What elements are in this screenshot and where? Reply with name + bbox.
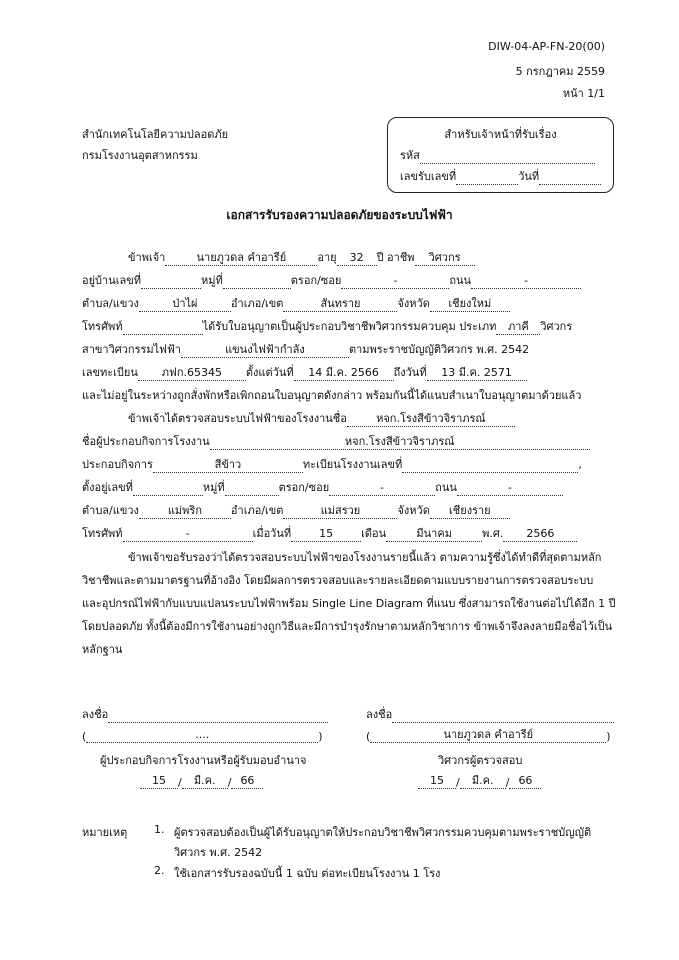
factory-moo-field[interactable] [225, 481, 279, 496]
officer-use-box [387, 117, 614, 193]
officer-receipt-field[interactable] [456, 170, 518, 185]
document-revision-date: 5 กรกฎาคม 2559 [515, 65, 605, 78]
engineer-name-field[interactable]: นายภูวดล คำอารีย์ [165, 251, 317, 266]
engineer-name-row [82, 248, 612, 266]
right-name-field[interactable]: นายภูวดล คำอารีย์ [370, 728, 606, 743]
left-date-year[interactable]: 66 [231, 774, 263, 789]
tambon-label: ตำบล/แขวง [82, 297, 139, 310]
inspection-date-row [82, 524, 612, 542]
right-name-row: ( นายภูวดล คำอารีย์ ) [366, 728, 611, 743]
left-sign-label: ลงชื่อ [82, 708, 109, 721]
page-number: หน้า 1/1 [562, 87, 605, 100]
document-title: เอกสารรับรองความปลอดภัยของระบบไฟฟ้า [226, 208, 453, 222]
from-field[interactable]: 14 มี.ค. 2566 [294, 366, 394, 381]
operator-label: ชื่อผู้ประกอบกิจการโรงงาน [82, 435, 210, 448]
engineer-name-label: ข้าพเจ้า [128, 251, 166, 264]
left-signature-field[interactable] [108, 708, 328, 723]
right-sign-label: ลงชื่อ [366, 708, 393, 721]
factory-reg-field[interactable] [402, 458, 578, 473]
right-date-row: 15 / มี.ค. / 66 [418, 774, 541, 789]
left-name-row: ( .... ) [82, 728, 323, 743]
factory-moo-label: หมู่ที่ [202, 481, 225, 494]
soi-label: ตรอก/ซอย [290, 274, 342, 287]
officer-date-label: วันที่ [518, 170, 540, 183]
issuer-office: สำนักเทคโนโลยีความปลอดภัย [82, 128, 229, 141]
officer-date-field[interactable] [539, 170, 601, 185]
age-label: อายุ [317, 251, 337, 264]
factory-business-row: ประกอบกิจการ สีข้าว ทะเบียนโรงงานเลขที่ , [82, 458, 582, 471]
officer-code-label: รหัส [400, 149, 420, 162]
left-date-row: 15 / มี.ค. / 66 [140, 774, 263, 789]
certification-line-3: และอุปกรณ์ไฟฟ้ากับแบบแปลนระบบไฟฟ้าพร้อม Single Line Diagram ที่แนบ ซึ่งสามารถใช้งานต่อไปได้อีก 1 ปี [82, 597, 616, 610]
amphoe-label: อำเภอ/เขต [230, 297, 284, 310]
license-text: ได้รับใบอนุญาตเป็นผู้ประกอบวิชาชีพวิศวกรรมควบคุม ประเภท [202, 320, 497, 333]
road-label: ถนน [449, 274, 472, 287]
left-date-day[interactable]: 15 [140, 774, 178, 789]
factory-inspection-row [82, 409, 612, 427]
license-closing-text: และไม่อยู่ในระหว่างถูกสั่งพักหรือเพิกถอนใบอนุญาตดังกล่าว พร้อมกันนี้ได้แนบสำเนาใบอนุญาตมาด้วยแล้ว [82, 389, 582, 402]
business-field[interactable]: สีข้าว [153, 458, 303, 473]
engineer-district-row [82, 294, 612, 312]
issuer-department: กรมโรงงานอุตสาหกรรม [82, 149, 198, 162]
inspect-label: ข้าพเจ้าได้ตรวจสอบระบบไฟฟ้าของโรงงานชื่อ [128, 412, 347, 425]
right-date-year[interactable]: 66 [509, 774, 541, 789]
officer-receipt-row [400, 167, 601, 185]
from-label: ตั้งแต่วันที่ [245, 366, 294, 379]
branch-label: สาขาวิศวกรรมไฟฟ้า [82, 343, 181, 356]
house-label: อยู่บ้านเลขที่ [82, 274, 142, 287]
left-name-field[interactable]: .... [86, 728, 318, 743]
right-date-month[interactable]: มี.ค. [460, 774, 506, 789]
house-field[interactable] [141, 274, 201, 289]
factory-phone-label: โทรศัพท์ [82, 527, 123, 540]
left-signature-row [82, 705, 328, 723]
inspection-year-label: พ.ศ. [482, 527, 504, 540]
note-2-line-1: ใช้เอกสารรับรองฉบับนี้ 1 ฉบับ ต่อทะเบียนโรงงาน 1 โรง [174, 867, 441, 880]
engineer-registration-row [82, 363, 612, 381]
right-signature-row [366, 705, 614, 723]
right-role: วิศวกรผู้ตรวจสอบ [438, 754, 523, 767]
officer-box-title: สำหรับเจ้าหน้าที่รับเรื่อง [444, 128, 557, 141]
officer-code-field[interactable] [420, 149, 595, 164]
certification-line-4: โดยปลอดภัย ทั้งนี้ต้องมีการใช้งานอย่างถูกวิธีและมีการบำรุงรักษาตามหลักวิชาการ ข้าพเจ้าจึงลงลายมือชื่อไว้เป็น [82, 620, 613, 633]
factory-soi-label: ตรอก/ซอย [278, 481, 330, 494]
factory-location-field[interactable] [133, 481, 203, 496]
factory-province-label: จังหวัด [397, 504, 430, 517]
amphoe-field[interactable]: สันทราย [283, 297, 397, 312]
age-unit-label: ปี อาชีพ [376, 251, 415, 264]
certification-line-1: ข้าพเจ้าขอรับรองว่าได้ตรวจสอบระบบไฟฟ้าของโรงงานรายนี้แล้ว ตามความรู้ซึ่งได้ทำดีที่สุดตามหลัก [128, 551, 602, 564]
factory-district-row [82, 501, 612, 519]
factory-road-label: ถนน [435, 481, 457, 494]
factory-name-field[interactable]: หจก.โรงสีข้าวจิราภรณ์ [347, 412, 515, 427]
reg-field[interactable]: ภฟก.65345 [138, 366, 246, 381]
engineer-license-row [82, 317, 612, 335]
certification-line-2: วิชาชีพและตามมาตรฐานที่อ้างอิง โดยมีผลการตรวจสอบและรายละเอียดตามแบบรายงานการตรวจสอบระบบ [82, 574, 594, 587]
inspection-day-field[interactable]: 15 [291, 527, 361, 542]
factory-amphoe-field[interactable]: แม่สรวย [283, 504, 397, 519]
factory-operator-row [82, 432, 612, 450]
province-label: จังหวัด [397, 297, 430, 310]
reg-label: เลขทะเบียน [82, 366, 138, 379]
moo-label: หมู่ที่ [201, 274, 223, 287]
note-1-line-1: ผู้ตรวจสอบต้องเป็นผู้ได้รับอนุญาตให้ประกอบวิชาชีพวิศวกรรมควบคุมตามพระราชบัญญัติ [174, 826, 592, 839]
license-type-suffix: วิศวกร [540, 320, 573, 333]
branch-field[interactable]: แขนงไฟฟ้ากำลัง [181, 343, 349, 358]
officer-receipt-label: เลขรับเลขที่ [400, 170, 457, 183]
operator-field[interactable]: หจก.โรงสีข้าวจิราภรณ์ [210, 435, 590, 450]
road-field[interactable]: - [471, 274, 581, 289]
engineer-branch-row [82, 340, 612, 358]
officer-code-row [400, 146, 595, 164]
inspection-date-label: เมื่อวันที่ [252, 527, 292, 540]
license-type-field[interactable]: ภาคี [496, 320, 540, 335]
left-role: ผู้ประกอบกิจการโรงงานหรือผู้รับมอบอำนาจ [100, 754, 307, 767]
certification-line-5: หลักฐาน [82, 643, 123, 656]
factory-province-field[interactable]: เชียงราย [430, 504, 510, 519]
factory-road-field[interactable]: - [457, 481, 563, 496]
occupation-field[interactable]: วิศวกร [415, 251, 475, 266]
law-text: ตามพระราชบัญญัติวิศวกร พ.ศ. 2542 [348, 343, 530, 356]
tambon-field[interactable]: ป่าไผ่ [139, 297, 231, 312]
factory-soi-field[interactable]: - [329, 481, 435, 496]
to-label: ถึงวันที่ [393, 366, 427, 379]
factory-tambon-label: ตำบล/แขวง [82, 504, 139, 517]
to-field[interactable]: 13 มี.ค. 2571 [427, 366, 527, 381]
engineer-address-row [82, 271, 612, 289]
business-label: ประกอบกิจการ [82, 458, 153, 471]
right-date-day[interactable]: 15 [418, 774, 456, 789]
right-signature-field[interactable] [392, 708, 614, 723]
inspection-month-field[interactable]: มีนาคม [386, 527, 482, 542]
note-1-line-2: วิศวกร พ.ศ. 2542 [174, 846, 263, 859]
soi-field[interactable]: - [341, 274, 449, 289]
left-date-month[interactable]: มี.ค. [182, 774, 228, 789]
factory-address-row [82, 478, 612, 496]
factory-reg-label: ทะเบียนโรงงานเลขที่ [302, 458, 403, 471]
inspection-year-field[interactable]: 2566 [503, 527, 577, 542]
phone-field[interactable] [123, 320, 203, 335]
document-code: DIW-04-AP-FN-20(00) [488, 40, 605, 53]
factory-amphoe-label: อำเภอ/เขต [230, 504, 284, 517]
factory-location-label: ตั้งอยู่เลขที่ [82, 481, 133, 494]
notes-label: หมายเหตุ [82, 826, 128, 839]
moo-field[interactable] [223, 274, 291, 289]
inspection-month-label: เดือน [361, 527, 387, 540]
phone-label: โทรศัพท์ [82, 320, 123, 333]
age-field[interactable]: 32 [337, 251, 377, 266]
factory-phone-field[interactable]: - [123, 527, 253, 542]
factory-tambon-field[interactable]: แม่พริก [139, 504, 231, 519]
note-1-number: 1. [154, 823, 165, 836]
note-2-number: 2. [154, 864, 165, 877]
province-field[interactable]: เชียงใหม่ [430, 297, 510, 312]
